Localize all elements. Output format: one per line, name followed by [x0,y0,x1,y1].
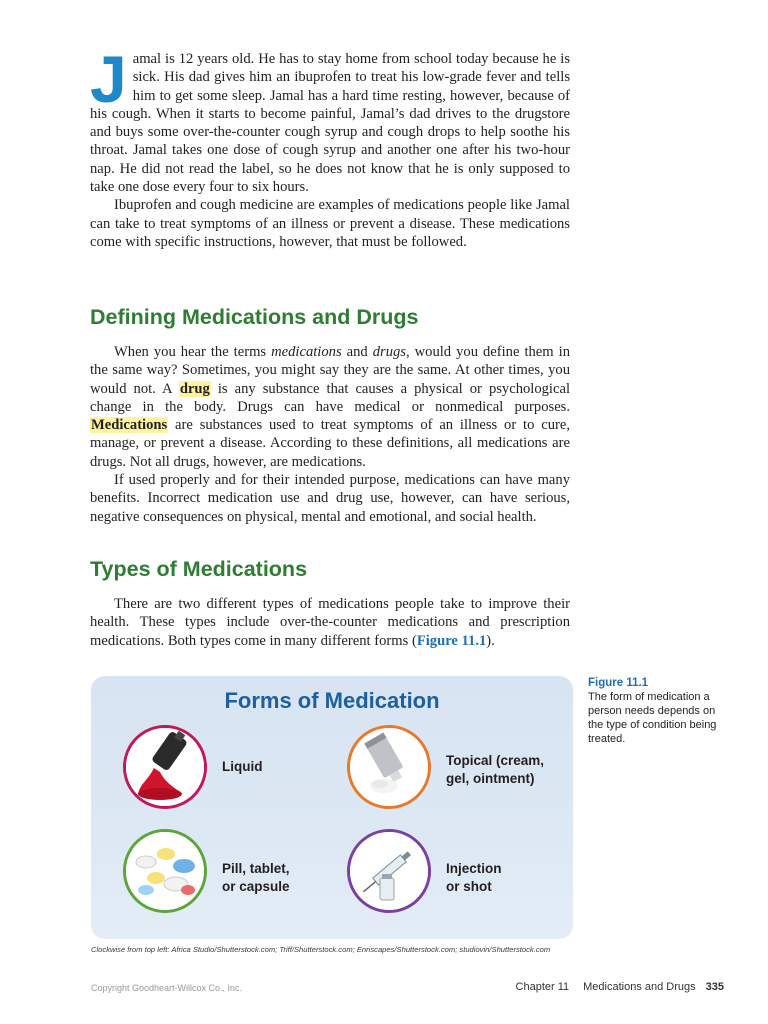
syringe-icon [347,829,431,913]
figure-caption [588,676,718,746]
intro-paragraph-1 [90,42,570,196]
page-number: 335 [705,981,724,993]
form-label-line: gel, ointment) [446,771,535,786]
figure-title: Forms of Medication [224,688,440,713]
defining-paragraph-2: If used properly and for their intended purpose, medications can have many benefits. Incorrect medication use and drug use, however, can have serious, negative consequences on physical, mental and emotional, and social health. [90,472,570,525]
form-label-line: or shot [446,879,492,894]
form-label-line: Liquid [222,759,263,774]
photo-credits: Clockwise from top left: Africa Studio/Shutterstock.com; Triff/Shutterstock.com; Enriscapes/Shutterstock.com; studiovin/Shutterstock.com [91,945,551,954]
text-run: are substances used to treat symptoms of an illness or to cure, manage, or prevent a disease. According to these definitions, all medications are drugs. Not all drugs, however, are medications. [90,417,570,470]
text-run: When you hear the terms [114,344,272,360]
text-run: and [341,344,373,360]
form-label-line: or capsule [222,879,290,894]
intro-story [90,42,570,251]
types-body [90,595,570,650]
text-run: is any substance that causes a physical or psychological change in the body. Drugs can have medical or nonmedical purposes. [90,380,570,415]
footer-chapter: Chapter 11 [515,981,570,993]
form-label-line: Injection [446,861,502,876]
section-heading-defining: Defining Medications and Drugs [90,305,419,329]
types-paragraph-1 [90,595,570,650]
text-run: ). [486,632,495,649]
footer-chapter-title: Medications and Drugs [583,981,696,993]
form-label-pill [222,860,290,896]
text-run: There are two different types of medications people take to improve their health. These types include over-the-counter medications and prescription medications. Both types come in many different forms ( [90,596,570,649]
pills-icon [123,829,207,913]
section-heading-types: Types of Medications [90,557,308,581]
figure-caption-text: The form of medication a person needs depends on the type of condition being treated. [588,691,717,745]
key-term-drug: drug [179,380,210,397]
text-run: , would you define them in the same way? Sometimes, you might say they are the same. At other times, you would not. A [90,344,570,397]
figure-reference-link[interactable]: Figure 11.1 [416,632,487,649]
form-label-line: Pill, tablet, [222,861,290,876]
defining-body [90,343,570,526]
liquid-bottle-icon [123,725,207,809]
form-label-liquid [222,758,263,776]
figure-forms-of-medication [91,676,573,939]
ointment-tube-icon [347,725,431,809]
term-medications-italic: medications [271,344,342,360]
term-drugs-italic: drugs [372,344,406,360]
form-label-injection [446,860,502,896]
defining-paragraph-1 [90,343,570,471]
key-term-medications: Medications [91,417,168,434]
form-label-line: Topical (cream, [446,753,545,768]
footer-copyright: Copyright Goodheart-Willcox Co., Inc. [91,983,243,993]
figure-number: Figure 11.1 [588,677,649,689]
drop-cap: J [90,42,127,116]
form-label-topical [446,752,544,788]
intro-paragraph-2: Ibuprofen and cough medicine are examples of medications people like Jamal can take to treat symptoms of an illness or prevent a disease. These medications come with specific instructions, however, that must be followed. [90,197,570,250]
footer-chapter-info [516,981,724,993]
intro-paragraph-1-text: amal is 12 years old. He has to stay home from school today because he is sick. His dad gives him an ibuprofen to treat his low-grade fever and tells him to get some sleep. Jamal has a hard time resting, however, because of his cough. When it starts to become painful, Jamal’s dad drives to the drugstore and buys some over-the-counter cough syrup and cough drops to help soothe his throat. Jamal takes one dose of cough syrup and another one after his two-hour nap. He did not read the label, so he does not know that he is only supposed to take one dose every four to six hours. [90,51,570,196]
